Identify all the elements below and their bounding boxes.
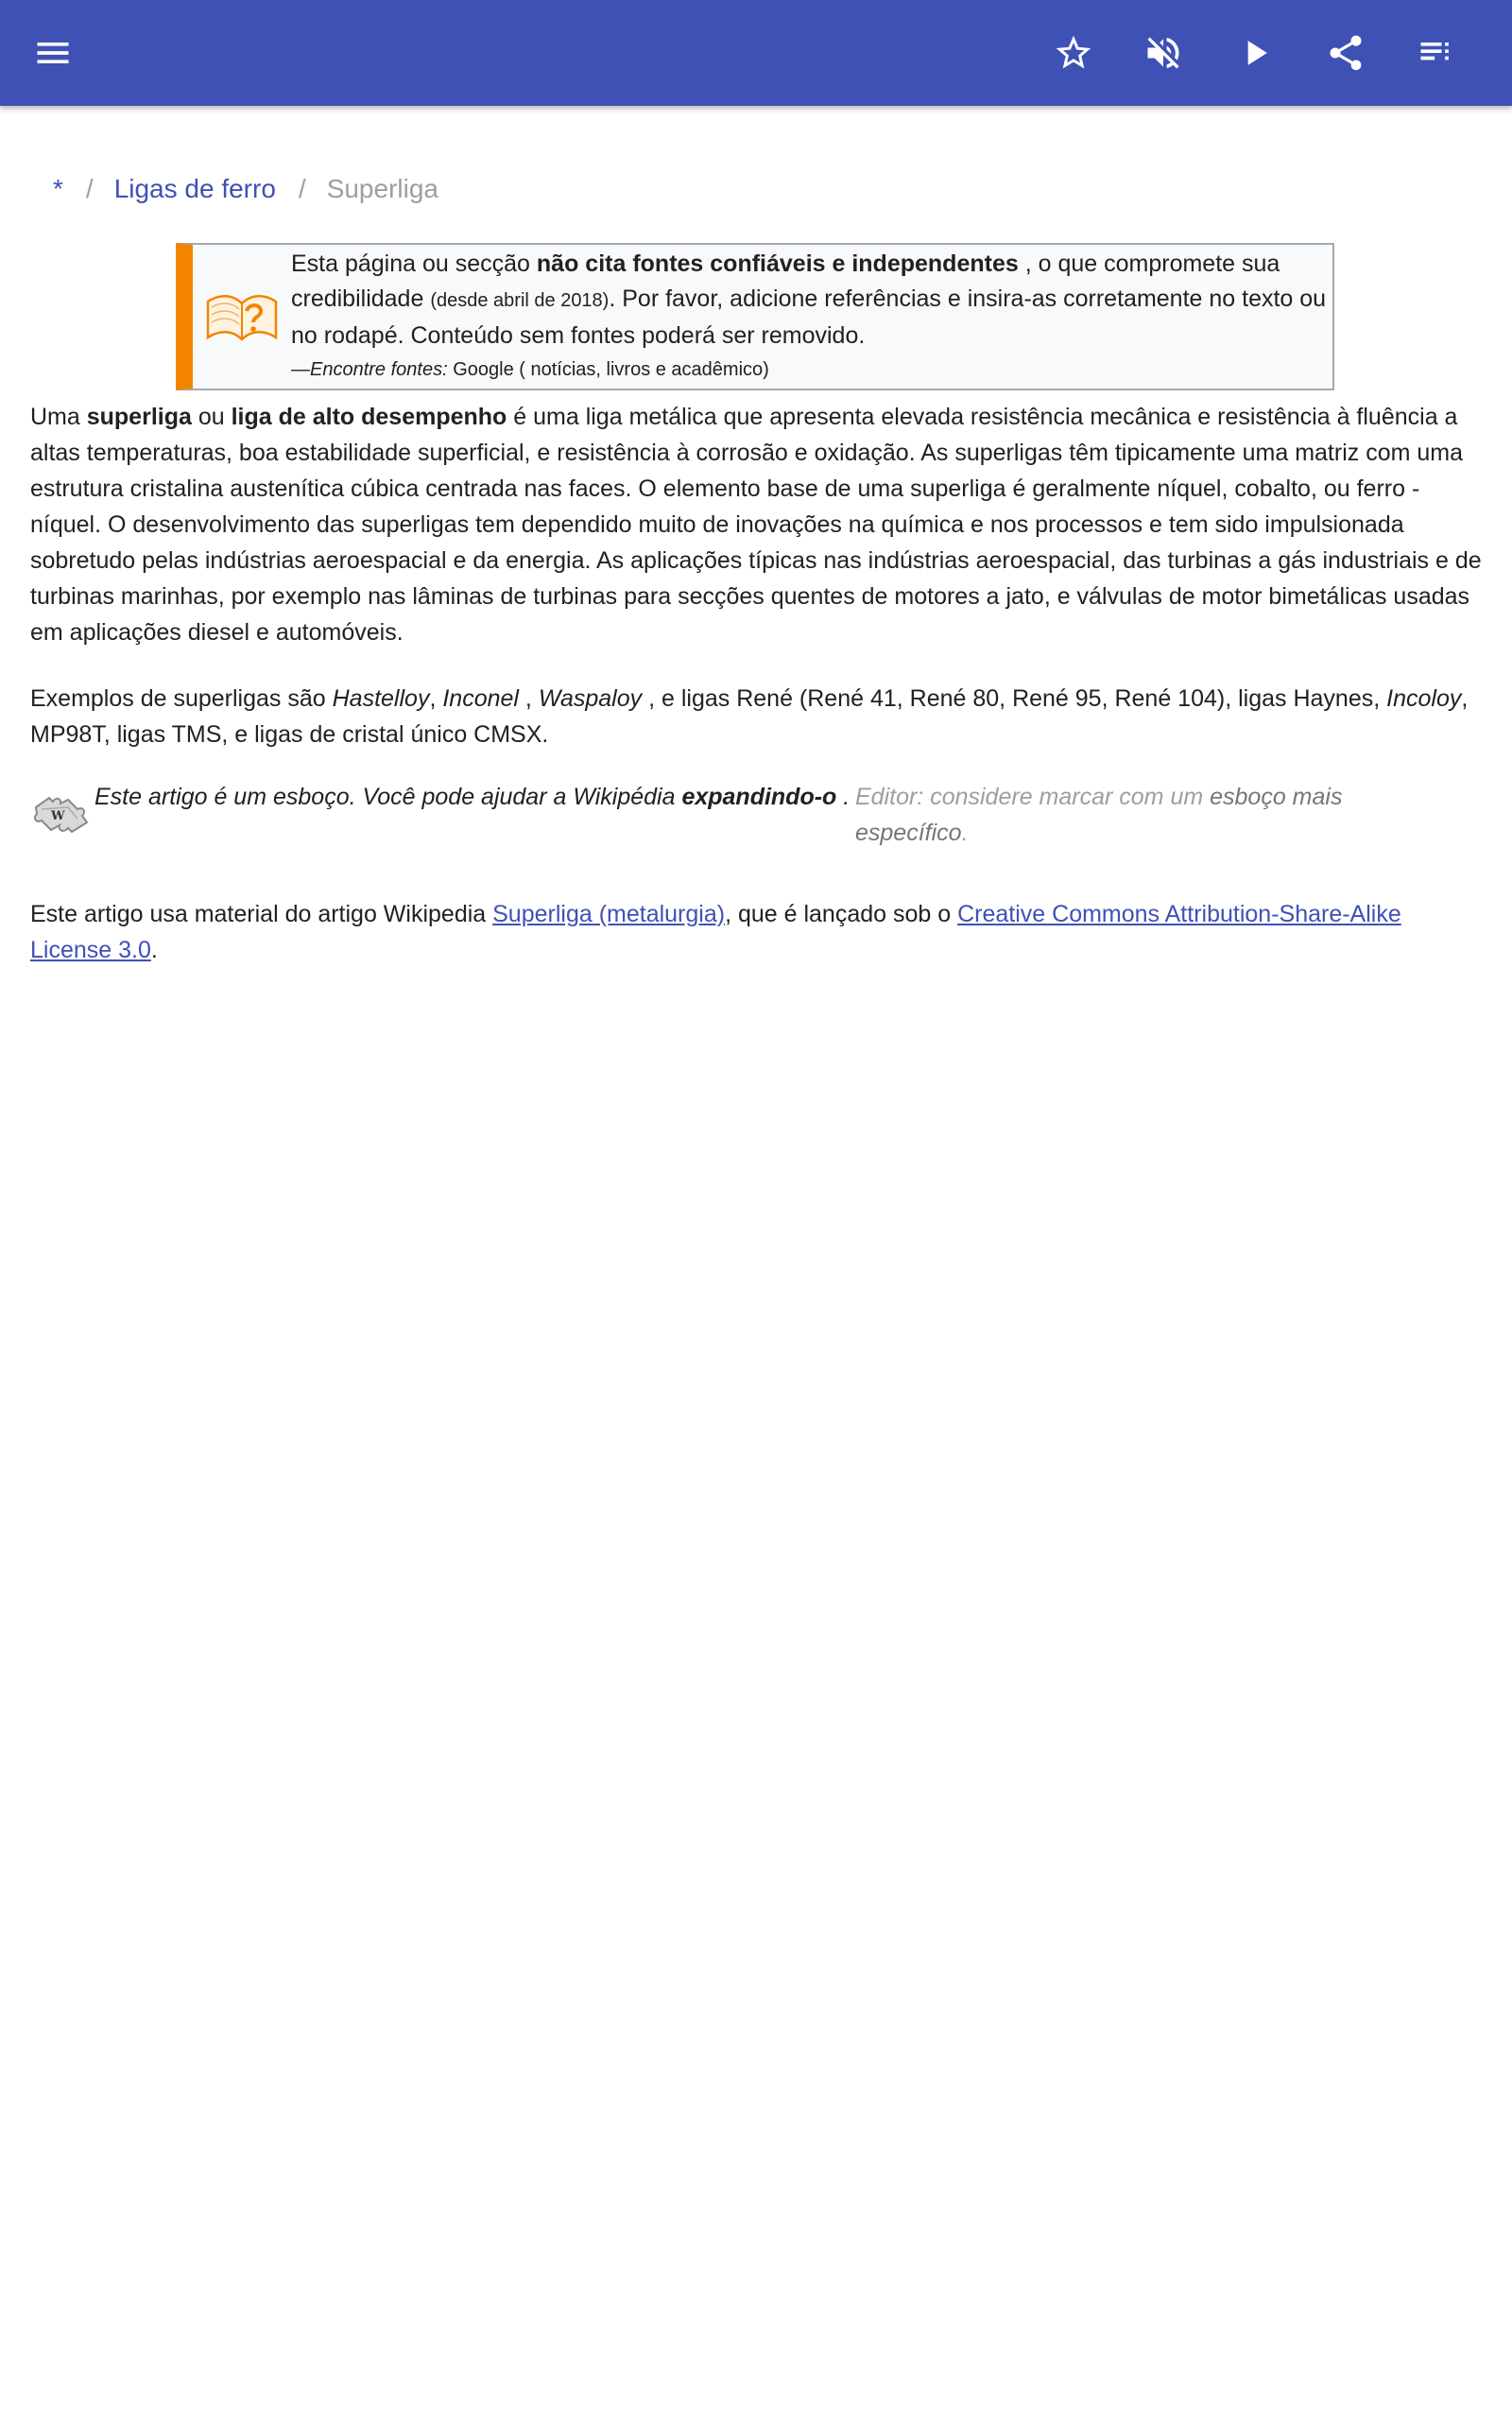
volume-off-icon: [1143, 32, 1184, 74]
unsourced-notice-box: [176, 243, 1334, 390]
text: .: [836, 784, 850, 810]
breadcrumb-current: Superliga: [326, 174, 438, 203]
breadcrumb: [53, 168, 438, 210]
license-link[interactable]: Creative Commons Attribution-Share-Alike License 3.0: [30, 901, 1401, 963]
contents-button[interactable]: [1404, 21, 1469, 85]
license-paragraph: [30, 896, 1482, 968]
app-toolbar: [0, 0, 1512, 106]
open-book-question-icon: [204, 286, 280, 347]
notice-text-part: . Por favor, adicione referências e insira-as corretamente no texto ou no rodapé. Conteúdo sem fontes poderá ser removido.: [291, 285, 1327, 349]
find-sources-links[interactable]: Google ( notícias, livros e acadêmico): [447, 359, 769, 380]
specific-stub-link[interactable]: esboço mais específico: [855, 784, 1343, 846]
notice-date: (desde abril de 2018): [430, 290, 610, 311]
mute-button[interactable]: [1131, 21, 1195, 85]
italic-term: Hastelloy: [332, 685, 430, 712]
text: , que é lançado sob o: [725, 901, 958, 927]
breadcrumb-separator: /: [85, 174, 94, 203]
notice-text: [291, 247, 1334, 386]
source-article-link[interactable]: Superliga (metalurgia): [492, 901, 726, 927]
notice-bold-text: não cita fontes confiáveis e independentes: [536, 251, 1019, 277]
text: Este artigo é um esboço. Você pode ajudar a Wikipédia: [94, 784, 682, 810]
bold-term: superliga: [86, 404, 192, 430]
text: é uma liga metálica que apresenta elevada resistência mecânica e resistência à fluência a altas temperaturas, boa estabilidade superficial, e resistência à corrosão e oxidação. As superligas têm tipicamente uma matriz com uma estrutura cristalina austenítica cúbica centrada nas faces. O elemento base de uma superliga é geralmente níquel, cobalto, ou ferro - níquel. O desenvolvimento das superligas tem dependido muito de inovações na química e nos processos e tem sido impulsionada sobretudo pelas indústrias aeroespacial e da energia. As aplicações típicas nas indústrias aeroespacial, das turbinas a gás industriais e de turbinas marinhas, por exemplo nas lâminas de turbinas para secções quentes de motores a jato, e válvulas de motor bimetálicas usadas em aplicações diesel e automóveis.: [30, 404, 1482, 646]
svg-text:W: W: [51, 809, 65, 823]
text: Uma: [30, 404, 87, 430]
bookmark-button[interactable]: [1041, 21, 1106, 85]
menu-button[interactable]: [21, 21, 85, 85]
share-button[interactable]: [1314, 21, 1378, 85]
wikipedia-puzzle-icon: [30, 786, 91, 836]
find-sources-line: [291, 354, 1334, 386]
hamburger-menu-icon: [32, 32, 74, 74]
find-sources-label: Encontre fontes:: [310, 359, 448, 380]
notice-text-part: , o que compromete sua credibilidade: [291, 251, 1280, 312]
examples-paragraph: [30, 681, 1482, 752]
text: , e ligas René (René 41, René 80, René 95, René 104), ligas Haynes,: [642, 685, 1387, 712]
play-button[interactable]: [1223, 21, 1287, 85]
text: .: [961, 820, 969, 846]
text: Editor: considere marcar com um: [855, 784, 1211, 810]
play-icon: [1234, 32, 1276, 74]
text: , MP98T, ligas TMS, e ligas de cristal único CMSX.: [30, 685, 1469, 748]
text: Exemplos de superligas são: [30, 685, 333, 712]
breadcrumb-home-link[interactable]: *: [53, 174, 63, 203]
text: ou: [191, 404, 232, 430]
stub-notice: [30, 779, 1482, 855]
breadcrumb-separator: /: [298, 174, 306, 203]
dash: —: [291, 359, 310, 380]
expand-link[interactable]: expandindo-o: [681, 784, 837, 810]
editor-hint: [855, 779, 1441, 851]
text: Este artigo usa material do artigo Wikipedia: [30, 901, 493, 927]
intro-paragraph: [30, 399, 1482, 650]
notice-text-part: Esta página ou secção: [291, 251, 537, 277]
star-outline-icon: [1053, 32, 1094, 74]
breadcrumb-parent-link[interactable]: Ligas de ferro: [113, 174, 276, 203]
italic-term: Waspaloy: [538, 685, 643, 712]
text: ,: [429, 685, 443, 712]
italic-term: Inconel: [442, 685, 519, 712]
stub-text: [94, 779, 850, 815]
text: .: [150, 937, 158, 963]
share-icon: [1325, 32, 1366, 74]
text: ,: [518, 685, 539, 712]
playlist-icon: [1416, 32, 1457, 74]
bold-term: liga de alto desempenho: [231, 404, 507, 430]
italic-term: Incoloy: [1386, 685, 1462, 712]
